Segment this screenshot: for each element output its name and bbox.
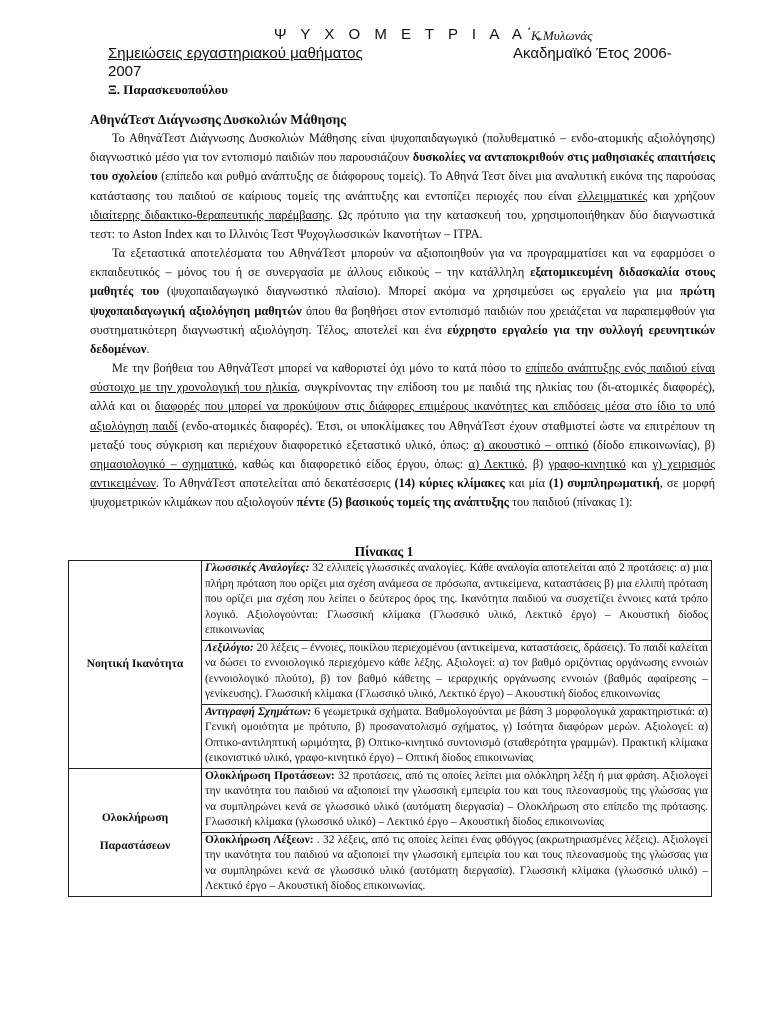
p1-emphasis-difficulties: δυσκολίες να ανταποκριθούν στις μαθησιακές απαιτήσεις του σχολείου (90, 150, 715, 184)
p1-underline-intervention: ιδιαίτερης διδακτικο-θεραπευτικής παρέμβασης (90, 207, 330, 222)
p3-emphasis-supplementary: (1) συμπληρωματική (548, 475, 660, 490)
row-text: 6 γεωμετρικά σχήματα. Βαθμολογούνται με βάση 3 μορφολογικά χαρακτηριστικά: α) Γενική ομοιότητα με πρότυπο, β) προσανατολισμό σχήματος, γ) Ισότητα διαφόρων μερών. Αξιολογεί: α) Οπτικο-αντιληπτική ωριμότητα, β) Οπτικο-κινητικό συντονισμό (σταθερότητα γραμμών). Πρακτική κλίμακα (εικονιστικό υλικό, γραφο-κινητικό έργο) – Οπτική δίοδος επικοινωνίας (205, 705, 708, 764)
table-cell (202, 640, 712, 704)
p3-underline-verbal: α) Λεκτικό (468, 456, 525, 471)
p3-text-a: Με την βοήθεια του ΑθηνάΤεστ μπορεί να καθοριστεί όχι μόνο το κατά πόσο το (112, 361, 526, 376)
p2-text-e: όπου θα βοηθήσει στον εντοπισμό παιδιών που χρειάζεται να παραπεμφθούν για συστηματικότερη διαγνωστική αξιολόγηση. Τέλος, αποτελεί και ένα (90, 303, 716, 337)
p3-underline-development-level: επίπεδο ανάπτυξης ενός παιδιού είναι σύστοιχο με την χρονολογική του ηλικία (90, 361, 715, 395)
notes-title: Σημειώσεις εργαστηριακού μαθήματος (108, 45, 363, 62)
p1-text-e: και χρήζουν (647, 188, 715, 203)
group-label-line-2: Παραστάσεων (99, 840, 171, 852)
group-label-line-1: Ολοκλήρωση (101, 812, 169, 824)
academic-year: Ακαδημαϊκό Έτος 2006- (513, 45, 672, 62)
p3-text-c: , συγκρίνοντας την επίδοση του με παιδιά της ηλικίας του (δι-ατομικές διαφορές), αλλά και οι (90, 380, 716, 414)
p2-text-c: (ψυχοπαιδαγωγικό διαγνωστικό πλαίσιο). Μπορεί ακόμα να χρησιμεύσει ως εργαλείο για μια (159, 284, 681, 299)
table-cell (202, 561, 712, 641)
p3-underline-acoustic-visual: α) ακουστικό – οπτικό (473, 437, 589, 452)
table-row (69, 561, 712, 641)
p3-underline-differences: διαφορές που μπορεί να προκύψουν στις διάφορες επιμέρους ικανότητες και επιδόσεις μέσα στο ίδιο το υπό αξιολόγηση παιδί (90, 399, 715, 433)
course-title: Ψ Υ Χ Ο Μ Ε Τ Ρ Ι Α Α΄, (274, 26, 547, 43)
p3-text-g: (δίοδο επικοινωνίας), β) (588, 437, 715, 452)
group-label-representation (69, 768, 202, 896)
row-text: 32 ελλιπείς γλωσσικές αναλογίες. Κάθε αναλογία αποτελείται από 2 προτάσεις: α) μια πλήρη πρόταση που ορίζει μια σχέση ανάμεσα σε πρόσωπα, αντικείμενα, καταστάσεις β) μια ελλιπή πρόταση που ορίζει μια σχέση που λείπει ο δεύτερος όρος της. Ικανότητα παιδιού να συσχετίζει έννοιες κατά τρόπο λογικό. Αξιολογούνται: Γλωσσική κλίμακα (Γλωσσικό υλικό, Λεκτικό έργο) – Ακουστική δίοδος επικοινωνίας (205, 562, 709, 636)
paragraph-2 (90, 244, 715, 359)
p2-emphasis-individualized: εξατομικευμένη διδασκαλία στους μαθητές του (90, 265, 716, 299)
group-label-mental-ability: Νοητική Ικανότητα (69, 561, 202, 769)
table-cell (202, 832, 712, 896)
academic-year-continued: 2007 (108, 63, 142, 80)
table-cell (202, 704, 712, 768)
paragraph-3 (90, 359, 715, 512)
table-cell (202, 768, 712, 832)
p3-text-m: και (625, 456, 653, 471)
paragraph-1 (90, 129, 715, 244)
row-title: Γλωσσικές Αναλογίες: (205, 562, 310, 574)
table-caption: Πίνακας 1 (354, 544, 414, 559)
test-description-section (90, 110, 715, 512)
p1-text-c: (επίπεδο και ρυθμό ανάπτυξης σε διάφορους τομείς). Το Αθηνά Τεστ δίνει μια αναλυτική εικόνα της παρούσας κατάστασης του παιδιού σε καίριους τομείς της ανάπτυξης και εντοπίζει περιοχές που είναι (90, 169, 715, 203)
table-row (69, 768, 712, 832)
p1-underline-deficits: ελλειμματικές (577, 188, 648, 203)
p1-text-a: Το ΑθηνάΤεστ Διάγνωσης Δυσκολιών Μάθησης είναι ψυχοπαιδαγωγικό (πολυθεματικό – ενδο-ατομικής αξιολόγησης) διαγνωστικό μέσο για τον εντοπισμό παιδιών που παρουσιάζουν (90, 131, 715, 165)
scales-table (68, 560, 712, 897)
p3-underline-semantic: σημασιολογικό – σχηματικό (90, 456, 234, 471)
p3-text-o: . Το ΑθηνάΤεστ αποτελείται από δεκατέσσερις (155, 475, 395, 490)
p3-text-e: (ενδο-ατομικές διαφορές). Έτσι, οι υποκλίμακες του ΑθηνάΤεστ έχουν σταθμιστεί ώστε να επιτρέπουν τη μεταξύ τους σύγκριση και περιέχουν διαφορετικό εξεταστικό υλικό, όπως: (90, 418, 715, 452)
notes-line (108, 44, 718, 63)
p2-text-a: Τα εξεταστικά αποτελέσματα του ΑθηνάΤεστ μπορούν να αξιοποιηθούν για να προγραμματίσει και να εφαρμόσει ο εκπαιδευτικός – μόνος του ή σε συνεργασία με άλλους ειδικούς – την κατάλληλη (90, 246, 715, 280)
p3-emphasis-main-scales: (14) κύριες κλίμακες (394, 475, 505, 490)
row-text: 20 λέξεις – έννοιες, ποικίλου περιεχομένου (αντικείμενα, καταστάσεις, δράσεις). Το παιδί καλείται να δώσει το εννοιολογικό περιεχόμενο κάθε λέξης. Αξιολογεί: α) τον βαθμό οριζόντιας οργάνωσης εννοιών (εννοιολογικό πλούτο), β) τον βαθμό κάθετης – ιεραρχικής οργάνωσης εννοιών (βαθμός αφαίρεσης – γενίκευσης). Γλωσσική κλίμακα (Γλωσσικό υλικό, Λεκτικό έργο) – Ακουστική δίοδος επικοινωνίας (205, 641, 708, 700)
row-title: Λεξιλόγιο: (205, 641, 254, 654)
p3-underline-object-handling: γ) χειρισμός αντικειμένων (90, 456, 715, 490)
author-name: Κ.Μυλωνάς (531, 28, 593, 43)
p1-text-g: . Ως πρότυπο για την κατασκευή του, χρησιμοποιήθηκαν δύο διαγνωστικά τεστ: το Aston Index και το Ιλλινόις Τεστ Ψυχογλωσσικών Ικανοτήτων – ΙΤΡΑ. (90, 207, 715, 241)
teacher-name: Ξ. Παρασκευοπούλου (108, 82, 228, 97)
row-text: . 32 λέξεις, από τις οποίες λείπει ένας φθόγγος (ακρωτηριασμένες λέξεις). Αξιολογεί την ικανότητα του παιδιού να αξιοποιεί την γλωσσική εμπειρία του και τους πλεονασμούς της γλώσσας για να συμπληρώνει κενά σε γλωσσικό υλικό (αυτόματη διεργασία). Γλωσσική κλίμακα (γλωσσικό υλικό) – Λεκτικό έργο – Ακουστική δίοδος επικοινωνίας. (205, 833, 709, 892)
p2-text-g: . (146, 341, 150, 356)
p3-text-i: , καθώς και διαφορετικό είδος έργου, όπως: (233, 456, 469, 471)
row-title: Ολοκλήρωση Προτάσεων: (205, 769, 335, 782)
p3-emphasis-five-areas: πέντε (5) βασικούς τομείς της ανάπτυξης (296, 495, 509, 510)
p2-emphasis-first-assessment: πρώτη ψυχοπαιδαγωγική αξιολόγηση μαθητών (90, 284, 715, 318)
section-heading: ΑθηνάΤεστ Διάγνωσης Δυσκολιών Μάθησης (90, 112, 346, 127)
p3-text-k: , β) (524, 456, 549, 471)
p3-text-u: του παιδιού (πίνακας 1): (509, 495, 633, 510)
p3-text-q: και μία (504, 475, 549, 490)
row-title: Ολοκλήρωση Λέξεων: (205, 833, 314, 846)
p3-text-s: , σε μορφή ψυχομετρικών κλιμάκων που αξιολογούν (90, 475, 716, 510)
row-text: 32 προτάσεις, από τις οποίες λείπει μια ολόκληρη λέξη ή μια φράση. Αξιολογεί την ικανότητα του παιδιού να αξιοποιεί την γλωσσική εμπειρία του και τους πλεονασμούς της γλώσσας για να συμπληρώνει κενά σε γλωσσικό υλικό (αυτόματη διεργασία) – Ολοκλήρωση στο επίπεδο της πρότασης. Γλωσσική κλίμακα (γλωσσικό υλικό) – Λεκτικό έργο – Ακουστική δίοδος επικοινωνίας (205, 769, 708, 828)
row-title: Αντιγραφή Σχημάτων: (205, 705, 312, 718)
p2-emphasis-research-tool: εύχρηστο εργαλείο για την συλλογή ερευνητικών δεδομένων (90, 322, 715, 356)
p3-underline-graphomotor: γραφο-κινητικό (548, 456, 626, 471)
